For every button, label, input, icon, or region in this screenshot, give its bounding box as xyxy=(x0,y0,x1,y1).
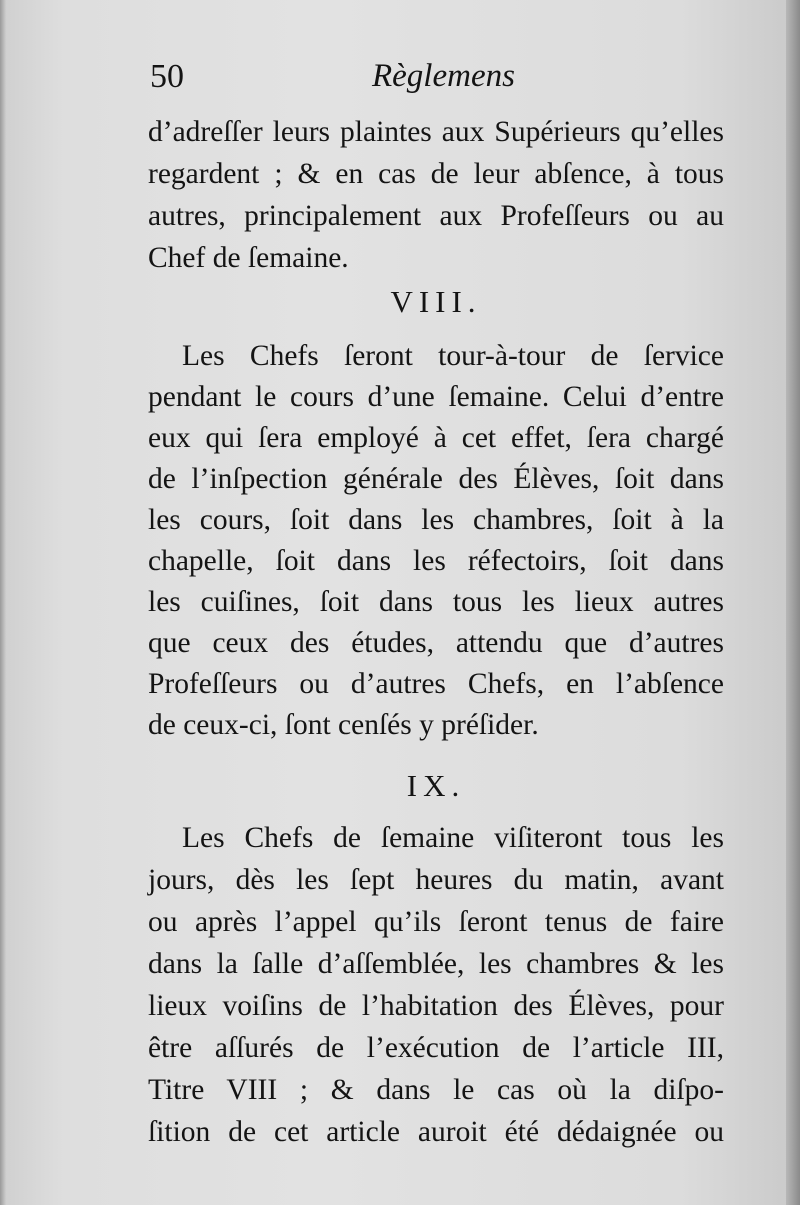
text-line: chapelle, ſoit dans les réfectoirs, ſoit dans xyxy=(148,545,724,577)
text-line: eux qui ſera employé à cet effet, ſera chargé xyxy=(148,422,724,454)
text-line: les cuiſines, ſoit dans tous les lieux autres xyxy=(148,586,724,618)
text-line: d’adreſſer leurs plaintes aux Supérieurs qu’elles xyxy=(148,116,724,148)
text-line: jours, dès les ſept heures du matin, avant xyxy=(148,864,724,896)
page-left-edge xyxy=(0,0,6,1205)
text-line: Profeſſeurs ou d’autres Chefs, en l’abſence xyxy=(148,668,724,700)
text-line: Les Chefs ſeront tour-à-tour de ſervice xyxy=(182,340,724,372)
text-line: lieux voiſins de l’habitation des Élèves, pour xyxy=(148,990,724,1022)
text-line: être aſſurés de l’exécution de l’article III, xyxy=(148,1032,724,1064)
text-line: Titre VIII ; & dans le cas où la diſpo- xyxy=(148,1074,724,1106)
page-header xyxy=(150,58,720,102)
text-line: que ceux des études, attendu que d’autres xyxy=(148,627,724,659)
text-line: pendant le cours d’une ſemaine. Celui d’entre xyxy=(148,381,724,413)
article-heading-viii: VIII. xyxy=(390,284,482,319)
text-line: les cours, ſoit dans les chambres, ſoit à la xyxy=(148,504,724,536)
page-right-edge xyxy=(786,0,800,1205)
text-line: Les Chefs de ſemaine viſiteront tous les xyxy=(182,822,724,854)
text-line: regardent ; & en cas de leur abſence, à tous xyxy=(148,158,724,190)
article-heading-ix: IX. xyxy=(406,768,466,803)
text-line: Chef de ſemaine. xyxy=(148,242,349,274)
running-head: Règlemens xyxy=(372,58,515,94)
text-line: de l’inſpection générale des Élèves, ſoit dans xyxy=(148,463,724,495)
page-number: 50 xyxy=(150,58,184,95)
text-line: de ceux-ci, ſont cenſés y préſider. xyxy=(148,709,539,741)
text-line: dans la ſalle d’aſſemblée, les chambres & les xyxy=(148,948,724,980)
text-line: ſition de cet article auroit été dédaignée ou xyxy=(148,1116,724,1148)
text-line: ou après l’appel qu’ils ſeront tenus de faire xyxy=(148,906,724,938)
text-line: autres, principalement aux Profeſſeurs ou au xyxy=(148,200,724,232)
